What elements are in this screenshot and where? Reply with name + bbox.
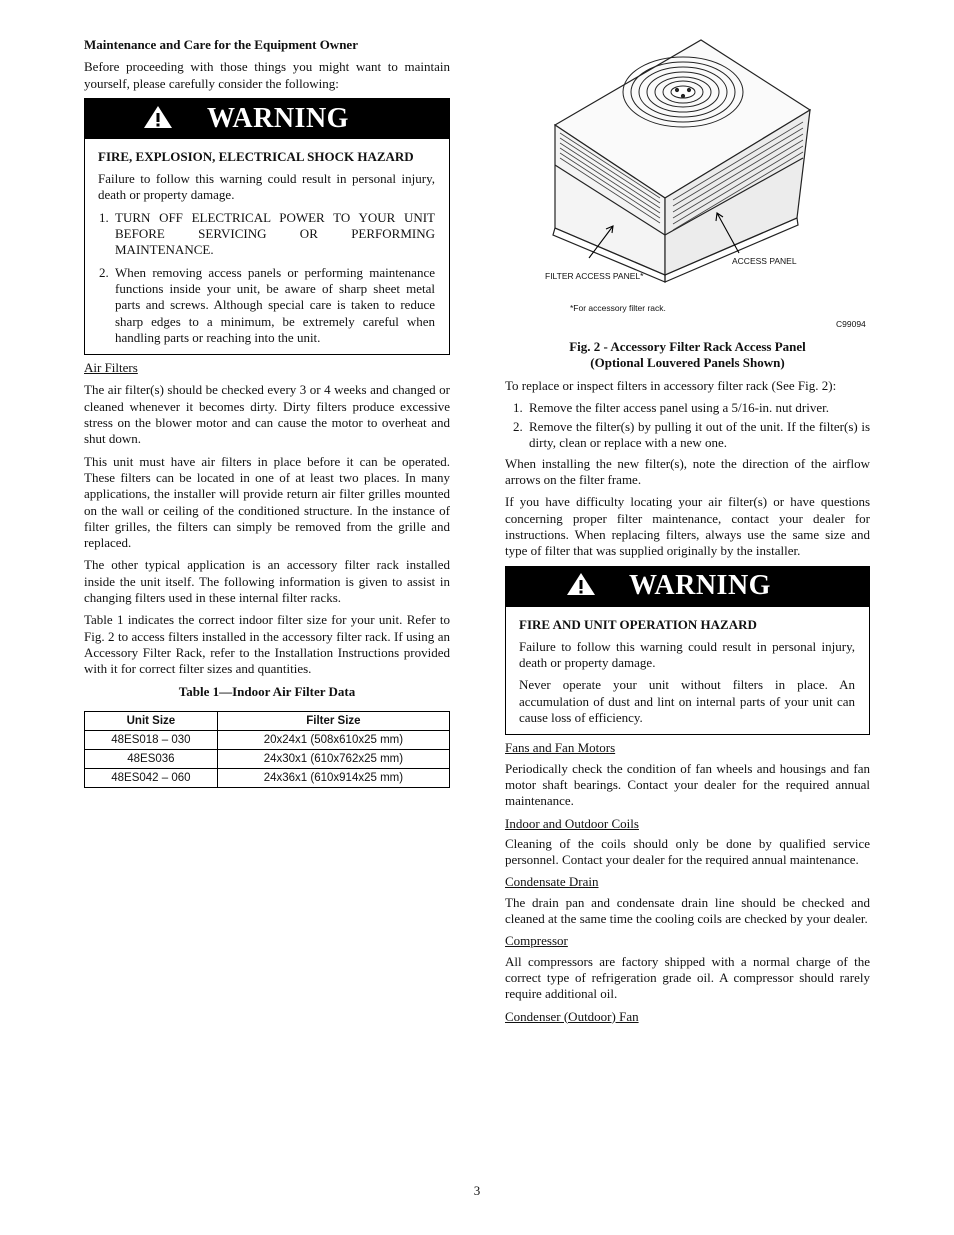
warning-text: Failure to follow this warning could result in personal injury, death or property damage.	[519, 638, 855, 671]
list-item: 2. Remove the filter(s) by pulling it out of the unit. If the filter(s) is dirty, clean or replace with a new one.	[513, 419, 870, 451]
paragraph: Table 1 indicates the correct indoor filter size for your unit. Refer to Fig. 2 to access filters installed in the accessory filter rack. If using an Accessory Filter Rack, refer to the Installation Instructions provided with it for correct filter sizes and quantities.	[84, 612, 450, 677]
warning-triangle-icon	[143, 105, 173, 133]
list-item: 1. Remove the filter access panel using a 5/16-in. nut driver.	[513, 399, 829, 415]
warning-title: WARNING	[207, 102, 349, 134]
figure-code: C99094	[836, 319, 866, 329]
filter-table	[84, 711, 450, 788]
air-filters-heading: Air Filters	[84, 360, 138, 376]
warning-triangle-icon	[566, 572, 596, 600]
table-header-row	[85, 711, 450, 730]
section-heading: Maintenance and Care for the Equipment Owner	[84, 37, 358, 52]
table-header: Unit Size	[85, 711, 218, 730]
table-cell: 48ES036	[85, 749, 218, 768]
figure-caption-line2: (Optional Louvered Panels Shown)	[590, 355, 785, 371]
hvac-unit-icon	[505, 30, 870, 335]
replace-intro: To replace or inspect filters in accessory filter rack (See Fig. 2):	[505, 377, 837, 393]
table-header: Filter Size	[217, 711, 449, 730]
table-row	[85, 730, 450, 749]
section-heading: Condensate Drain	[505, 874, 599, 890]
warning-text: Never operate your unit without filters in place. An accumulation of dust and lint on internal parts of your unit can cause loss of efficiency.	[519, 677, 855, 726]
warning-box-electrical	[84, 98, 450, 355]
section-heading: Indoor and Outdoor Coils	[505, 815, 639, 831]
paragraph: The other typical application is an accessory filter rack installed inside the unit itself. The following information is given to assist in changing filters used in these internal filter racks.	[84, 557, 450, 606]
warning-banner	[85, 99, 449, 139]
table-cell: 20x24x1 (508x610x25 mm)	[217, 730, 449, 749]
warning-title: WARNING	[629, 570, 771, 602]
paragraph: This unit must have air filters in place before it can be operated. These filters can be located in one of at least two places. In many applications, the installer will provide return air filter grilles mounted on the wall or ceiling of the conditioned structure. In the instance of filter grilles, the filters can simply be removed from the grille and replaced.	[84, 453, 450, 551]
table-row	[85, 768, 450, 787]
paragraph: The drain pan and condensate drain line should be checked and cleaned at the same time the cooling coils are checked by your dealer.	[505, 894, 870, 927]
section-heading: Condenser (Outdoor) Fan	[505, 1008, 639, 1024]
unit-illustration	[505, 30, 870, 335]
table-caption: Table 1—Indoor Air Filter Data	[178, 683, 356, 699]
table-cell: 48ES018 – 030	[85, 730, 218, 749]
warning-banner	[506, 567, 869, 607]
intro-paragraph: Before proceeding with those things you might want to maintain yourself, please carefully consider the following:	[84, 59, 450, 91]
warning-text: Failure to follow this warning could result in personal injury, death or property damage.	[98, 171, 435, 203]
right-column	[505, 0, 870, 1029]
paragraph: If you have difficulty locating your air filter(s) or have questions concerning proper filter maintenance, contact your dealer for instructions. When replacing filters, always use the same size and type of filter that was supplied originally by the installer.	[505, 494, 870, 559]
filter-access-panel-label: FILTER ACCESS PANEL*	[545, 271, 644, 281]
section-heading: Fans and Fan Motors	[505, 740, 616, 756]
warning-body	[85, 139, 449, 354]
warning-body	[506, 607, 869, 735]
paragraph: Periodically check the condition of fan wheels and housings and fan motor shaft bearings. Contact your dealer for the required annual maintenance.	[505, 760, 870, 809]
table-cell: 24x30x1 (610x762x25 mm)	[217, 749, 449, 768]
hazard-heading: FIRE AND UNIT OPERATION HAZARD	[519, 616, 757, 632]
paragraph: Cleaning of the coils should only be done by qualified service personnel. Contact your dealer for the required annual maintenance.	[505, 835, 870, 868]
paragraph: All compressors are factory shipped with a normal charge of the correct type of refrigeration grade oil. A compressor should rarely require additional oil.	[505, 953, 870, 1002]
figure-caption-line1: Fig. 2 - Accessory Filter Rack Access Panel	[569, 339, 806, 354]
hazard-heading: FIRE, EXPLOSION, ELECTRICAL SHOCK HAZARD	[98, 148, 414, 164]
left-column	[84, 0, 450, 788]
steps-list	[512, 400, 870, 452]
warning-box-fire	[505, 566, 870, 736]
table-cell: 48ES042 – 060	[85, 768, 218, 787]
table-cell: 24x36x1 (610x914x25 mm)	[217, 768, 449, 787]
warning-list	[98, 210, 435, 346]
table-row	[85, 749, 450, 768]
paragraph: The air filter(s) should be checked every 3 or 4 weeks and changed or cleaned whenever it becomes dirty. Dirty filters produce excessive stress on the blower motor and can cause the motor to overheat and shut down.	[84, 382, 450, 447]
access-panel-label: ACCESS PANEL	[732, 256, 797, 266]
list-item: 1. TURN OFF ELECTRICAL POWER TO YOUR UNIT BEFORE SERVICING OR PERFORMING MAINTENANCE.	[99, 209, 435, 258]
page-number: 3	[473, 1183, 481, 1198]
figure-footnote: *For accessory filter rack.	[570, 303, 666, 313]
section-heading: Compressor	[505, 933, 568, 949]
list-item: 2. When removing access panels or performing maintenance functions inside your unit, be aware of sharp sheet metal parts and screws. Although special care is taken to reduce sharp edges to a minimum, be extremely careful when handling parts or reaching into the unit.	[99, 264, 435, 345]
paragraph: When installing the new filter(s), note the direction of the airflow arrows on the filter frame.	[505, 455, 870, 488]
